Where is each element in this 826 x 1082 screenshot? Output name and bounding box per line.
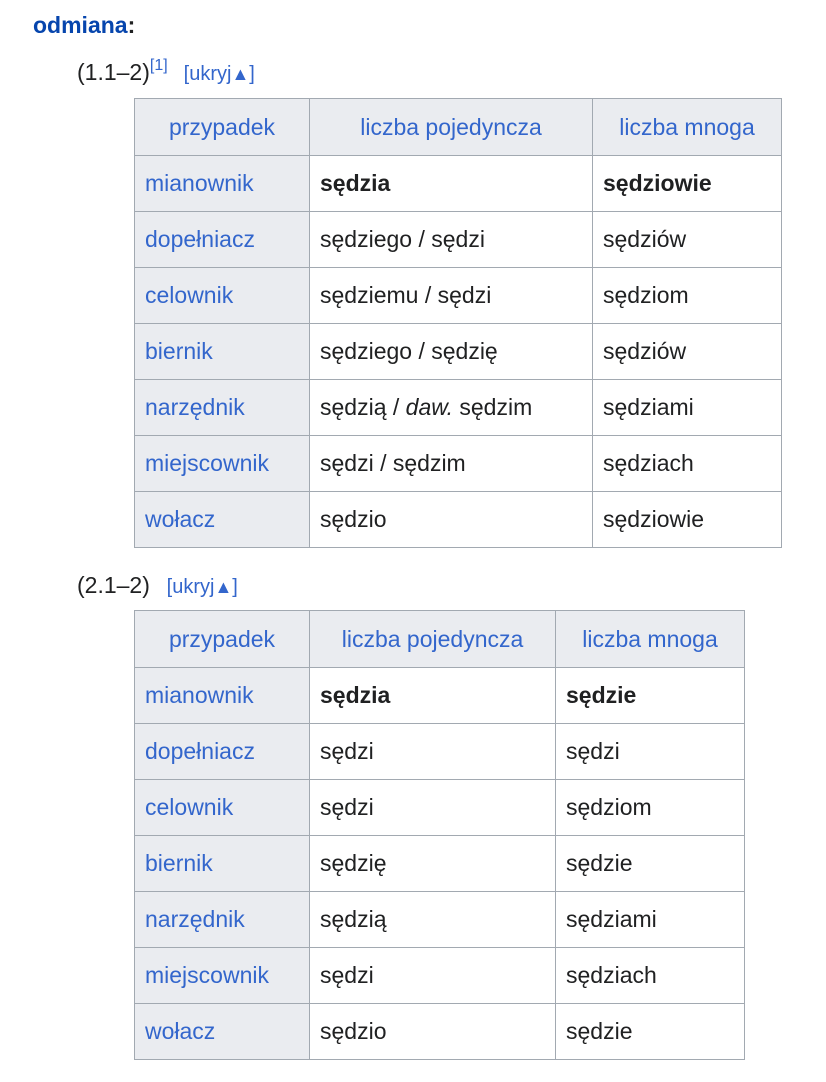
form-plural: sędziowie bbox=[593, 156, 782, 212]
form-singular: sędzio bbox=[310, 492, 593, 548]
header-case[interactable]: przypadek bbox=[135, 99, 310, 156]
form-singular: sędzi / sędzim bbox=[310, 436, 593, 492]
header-plural[interactable]: liczba mnoga bbox=[593, 99, 782, 156]
toggle-close: ] bbox=[232, 576, 238, 598]
form-plural: sędziów bbox=[593, 212, 782, 268]
table-row bbox=[135, 492, 782, 548]
case-label[interactable]: celownik bbox=[135, 268, 310, 324]
table-row bbox=[135, 892, 745, 948]
hide-toggle-link[interactable] bbox=[167, 576, 238, 598]
form-plural: sędziami bbox=[593, 380, 782, 436]
meaning-number: (2.1–2) bbox=[77, 572, 150, 598]
table-row bbox=[135, 156, 782, 212]
meaning-number: (1.1–2) bbox=[77, 59, 150, 85]
form-plural: sędziów bbox=[593, 324, 782, 380]
form-singular: sędziego / sędzię bbox=[310, 324, 593, 380]
form-plural: sędziami bbox=[556, 892, 745, 948]
case-label[interactable]: miejscownik bbox=[135, 436, 310, 492]
form-plural: sędzie bbox=[556, 668, 745, 724]
form-plural: sędziach bbox=[556, 948, 745, 1004]
form-plural: sędziach bbox=[593, 436, 782, 492]
triangle-up-icon: ▲ bbox=[231, 64, 250, 84]
form-singular: sędzią bbox=[310, 892, 556, 948]
header-singular[interactable]: liczba pojedyncza bbox=[310, 99, 593, 156]
form-plural: sędziom bbox=[593, 268, 782, 324]
meaning-label-1 bbox=[77, 56, 255, 90]
header-case[interactable]: przypadek bbox=[135, 611, 310, 668]
heading-word[interactable]: odmiana bbox=[33, 12, 128, 38]
table-row bbox=[135, 948, 745, 1004]
table-header-row bbox=[135, 611, 745, 668]
table-row bbox=[135, 268, 782, 324]
toggle-text: [ukryj bbox=[183, 63, 232, 85]
form-plural: sędziom bbox=[556, 780, 745, 836]
case-label[interactable]: mianownik bbox=[135, 156, 310, 212]
table-row bbox=[135, 668, 745, 724]
footnote-link[interactable]: [1] bbox=[149, 57, 168, 74]
case-label[interactable]: dopełniacz bbox=[135, 724, 310, 780]
form-singular: sędzię bbox=[310, 836, 556, 892]
case-label[interactable]: miejscownik bbox=[135, 948, 310, 1004]
form-singular: sędzi bbox=[310, 724, 556, 780]
toggle-close: ] bbox=[249, 63, 255, 85]
form-singular: sędzia bbox=[310, 156, 593, 212]
table-header-row bbox=[135, 99, 782, 156]
form-singular: sędzio bbox=[310, 1004, 556, 1060]
table-row bbox=[135, 780, 745, 836]
declension-table-2 bbox=[134, 610, 745, 1060]
header-singular[interactable]: liczba pojedyncza bbox=[310, 611, 556, 668]
table-row bbox=[135, 836, 745, 892]
case-label[interactable]: wołacz bbox=[135, 1004, 310, 1060]
declension-table-1 bbox=[134, 98, 782, 548]
table-row bbox=[135, 724, 745, 780]
table-row bbox=[135, 380, 782, 436]
toggle-text: [ukryj bbox=[166, 576, 215, 598]
meaning-label-2 bbox=[77, 569, 238, 603]
table-row bbox=[135, 436, 782, 492]
case-label[interactable]: mianownik bbox=[135, 668, 310, 724]
form-plural: sędzie bbox=[556, 836, 745, 892]
form-singular: sędzi bbox=[310, 780, 556, 836]
hide-toggle-link[interactable] bbox=[184, 63, 255, 85]
case-label[interactable]: biernik bbox=[135, 324, 310, 380]
form-singular: sędziemu / sędzi bbox=[310, 268, 593, 324]
form-singular: sędzi bbox=[310, 948, 556, 1004]
heading-colon: : bbox=[127, 12, 136, 38]
form-archaic: sędzim bbox=[452, 394, 533, 420]
table-row bbox=[135, 1004, 745, 1060]
form-plural: sędziowie bbox=[593, 492, 782, 548]
form-singular: sędziego / sędzi bbox=[310, 212, 593, 268]
table-row bbox=[135, 324, 782, 380]
form-main: sędzią / bbox=[320, 394, 406, 420]
form-singular: sędzia bbox=[310, 668, 556, 724]
case-label[interactable]: celownik bbox=[135, 780, 310, 836]
header-plural[interactable]: liczba mnoga bbox=[556, 611, 745, 668]
case-label[interactable]: biernik bbox=[135, 836, 310, 892]
table-row bbox=[135, 212, 782, 268]
form-plural: sędzi bbox=[556, 724, 745, 780]
form-singular bbox=[310, 380, 593, 436]
case-label[interactable]: wołacz bbox=[135, 492, 310, 548]
archaic-marker: daw. bbox=[405, 394, 453, 420]
case-label[interactable]: narzędnik bbox=[135, 892, 310, 948]
triangle-up-icon: ▲ bbox=[214, 577, 233, 597]
case-label[interactable]: dopełniacz bbox=[135, 212, 310, 268]
case-label[interactable]: narzędnik bbox=[135, 380, 310, 436]
form-plural: sędzie bbox=[556, 1004, 745, 1060]
section-heading bbox=[33, 8, 135, 42]
